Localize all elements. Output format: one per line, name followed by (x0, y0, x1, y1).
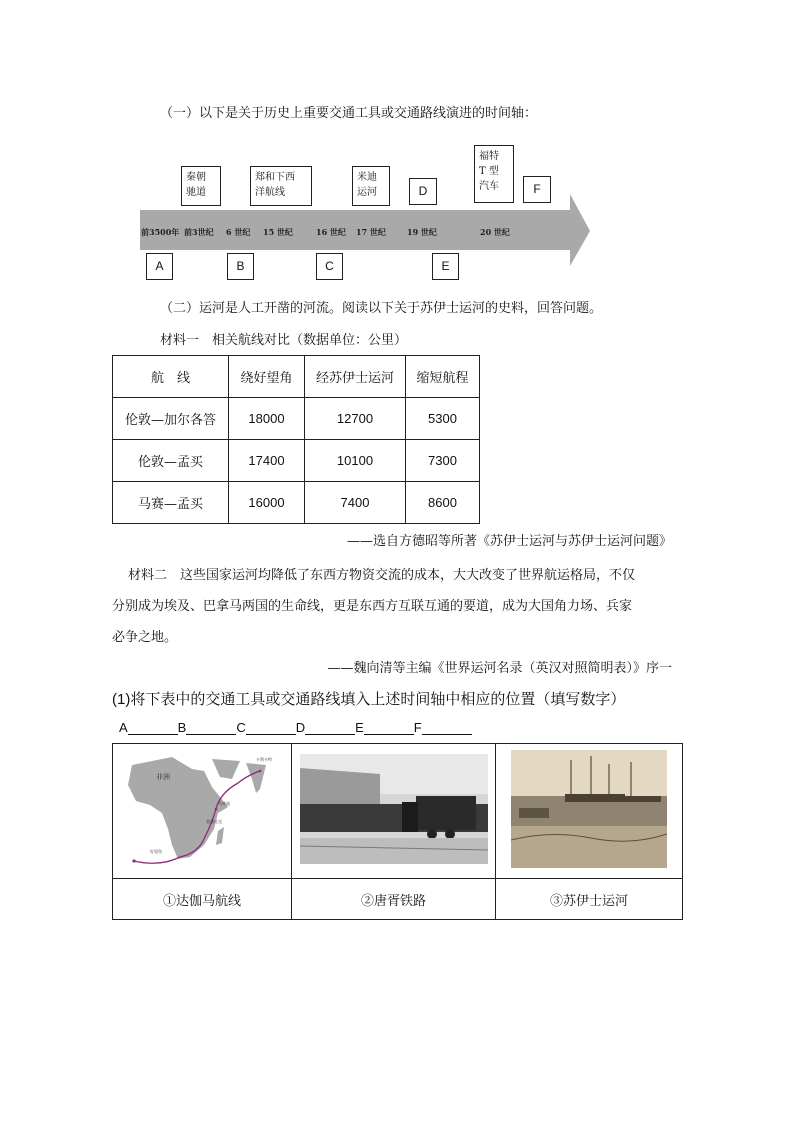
answer-blank-c[interactable] (246, 720, 296, 735)
table-cell: 16000 (229, 482, 305, 524)
table-header-row (113, 356, 480, 398)
answer-blank-e[interactable] (364, 720, 414, 735)
material1-title: 材料一 相关航线对比（数据单位：公里） (160, 333, 408, 348)
caption-da-gama-route: ①达伽马航线 (113, 879, 292, 920)
transport-image-table (112, 743, 683, 920)
map-label: 马林迪 (217, 801, 230, 806)
timeline-slot-f: F (523, 176, 551, 203)
timeline-tick: 前3世纪 (184, 227, 214, 237)
map-label: 好望角 (149, 849, 162, 854)
answer-blank-b[interactable] (186, 720, 236, 735)
answer-blank-a[interactable] (128, 720, 178, 735)
table-cell: 伦敦—孟买 (113, 440, 229, 482)
blank-label: C (236, 720, 246, 735)
source-citation-2: ——魏向清等主编《世界运河名录（英汉对照简明表）》序一 (327, 661, 672, 676)
image-cell-map (113, 744, 292, 879)
table-cell: 18000 (229, 398, 305, 440)
timeline-tick: 16 世纪 (316, 227, 346, 237)
image-cell-canal (496, 744, 683, 879)
image-cell-railway (292, 744, 496, 879)
map-label: 非洲 (155, 773, 170, 781)
table-cell: 7300 (406, 440, 480, 482)
table-header: 缩短航程 (406, 356, 480, 398)
blank-label: D (295, 720, 306, 735)
blank-label: F (413, 720, 422, 735)
tangxu-railway-photo (300, 754, 488, 864)
timeline-tick: 前3500年 (141, 227, 180, 237)
timeline-tick: 17 世纪 (356, 227, 386, 237)
timeline-tick: 6 世纪 (226, 227, 251, 237)
timeline-slot-d: D (409, 178, 437, 205)
timeline-slot-a: A (146, 253, 173, 280)
material2-line: 材料二 这些国家运河均降低了东西方物资交流的成本，大大改变了世界航运格局，不仅 (128, 568, 636, 583)
table-cell: 17400 (229, 440, 305, 482)
table-header: 经苏伊士运河 (305, 356, 406, 398)
route-comparison-table (112, 355, 480, 524)
material2-line: 分别成为埃及、巴拿马两国的生命线，更是东西方互联互通的要道，成为大国角力场、兵家 (112, 599, 633, 614)
question-1: (1)将下表中的交通工具或交通路线填入上述时间轴中相应的位置（填写数字） (112, 691, 626, 708)
map-label: 卡利卡特 (255, 757, 272, 762)
part1-intro: （一）以下是关于历史上重要交通工具或交通路线演进的时间轴： (160, 106, 538, 121)
timeline-slot-c: C (316, 253, 343, 280)
blank-label: E (355, 720, 364, 735)
map-label: 莫桑比克 (205, 819, 222, 824)
timeline-event-midi-canal: 米迪 运河 (352, 166, 390, 206)
table-header: 航 线 (113, 356, 229, 398)
suez-canal-engraving (511, 750, 667, 868)
table-row (113, 482, 480, 524)
blank-label: A (119, 720, 128, 735)
answer-blanks (119, 720, 472, 735)
caption-tangxu-railway: ②唐胥铁路 (292, 879, 496, 920)
timeline-tick: 15 世纪 (263, 227, 293, 237)
answer-blank-d[interactable] (305, 720, 355, 735)
caption-suez-canal: ③苏伊士运河 (496, 879, 683, 920)
table-cell: 12700 (305, 398, 406, 440)
blank-label: B (177, 720, 187, 735)
timeline-slot-b: B (227, 253, 254, 280)
timeline-event-ford-car: 福特 T 型 汽车 (474, 145, 514, 203)
table-cell: 10100 (305, 440, 406, 482)
timeline-tick: 19 世纪 (407, 227, 437, 237)
table-cell: 8600 (406, 482, 480, 524)
timeline-tick: 20 世纪 (480, 227, 510, 237)
timeline-event-zhenghe-route: 郑和下西 洋航线 (250, 166, 312, 206)
table-row (113, 440, 480, 482)
table-header: 绕好望角 (229, 356, 305, 398)
timeline-event-qin-road: 秦朝 驰道 (181, 166, 221, 206)
timeline-slot-e: E (432, 253, 459, 280)
source-citation-1: ——选自方德昭等所著《苏伊士运河与苏伊士运河问题》 (346, 534, 672, 549)
answer-blank-f[interactable] (422, 720, 472, 735)
part2-intro: （二）运河是人工开凿的河流。阅读以下关于苏伊士运河的史料，回答问题。 (160, 301, 603, 316)
table-cell: 伦敦—加尔各答 (113, 398, 229, 440)
table-cell: 5300 (406, 398, 480, 440)
vasco-da-gama-route-map (120, 749, 285, 869)
table-cell: 7400 (305, 482, 406, 524)
material2-line: 必争之地。 (112, 630, 178, 645)
table-row (113, 398, 480, 440)
table-cell: 马赛—孟买 (113, 482, 229, 524)
